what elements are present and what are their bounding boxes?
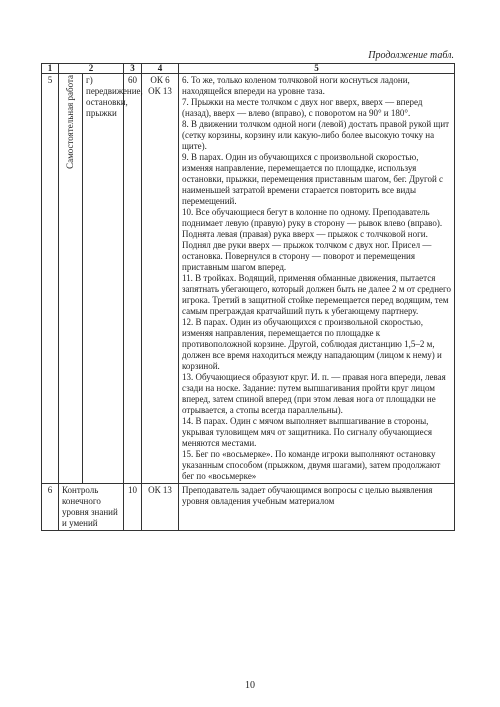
topic-cell: Контроль конечного уровня знаний и умений [59, 484, 124, 531]
header-cell-5: 5 [179, 64, 455, 74]
header-cell-3: 3 [124, 64, 142, 74]
list-item: 10. Все обучающиеся бегут в колонне по одному. Преподаватель поднимает левую (правую) руку в сторону — рывок влево (вправо). Поднята левая (правая) рука вверх — прыжок с толчковой ноги. Поднял две руки вверх — прыжок толчком с двух ног. Присел — остановка. Повернулся в сторону — поворот и перемещения приставным шагом вперед. [182, 207, 443, 272]
header-cell-2: 2 [59, 64, 124, 74]
page-number: 10 [245, 680, 255, 691]
list-item: 13. Обучающиеся образуют круг. И. п. — правая нога впереди, левая сзади на носке. Задание: путем выпшагивания пройти круг лицом вперед, затем спиной вперед (при этом левая нога от площадки не отрывается, а стопы всегда параллельны). [182, 372, 446, 415]
table [41, 63, 455, 531]
content-cell: Преподаватель задает обучающимся вопросы с целью выявления уровня овладения учебным материалом [179, 484, 455, 531]
category-cell [59, 74, 83, 484]
header-row [42, 64, 455, 74]
list-item: 12. В парах. Один из обучающихся с произвольной скоростью, изменяя направления, перемещается по площадке к противоположной корзине. Другой, соблюдая дистанцию 1,5–2 м, должен все время находиться между нападающим (лицом к нему) и корзиной. [182, 317, 442, 371]
header-cell-4: 4 [142, 64, 179, 74]
hours-cell: 60 [124, 74, 142, 484]
table-row-5 [42, 74, 455, 484]
list-item: 15. Бег по «восьмерке». По команде игроки выполняют остановку указанным способом (прыжком, двумя шагами), затем продолжают бег по «восьмерке» [182, 449, 441, 481]
continuation-label: Продолжение табл. [368, 50, 454, 61]
topic-cell: г) передвижение, остановки, прыжки [83, 74, 124, 484]
row-number: 5 [42, 74, 59, 484]
list-item: 6. То же, только коленом толчковой ноги коснуться ладони, находящейся впереди на уровне таза. [182, 75, 410, 96]
competence-text: ОК 6 ОК 13 [148, 75, 172, 96]
list-item: 8. В движении толчком одной ноги (левой) достать правой рукой щит (сетку корзины, корзину или какую-либо более высокую точку на щите). [182, 119, 450, 151]
row-number: 6 [42, 484, 59, 531]
hours-cell: 10 [124, 484, 142, 531]
list-item: 11. В тройках. Водящий, применяя обманные движения, пытается запятнать убегающего, который должен быть не далее 2 м от среднего игрока. Третий в защитной стойке перемещается перед водящим, тем самым преграждая кратчайший путь к убегающему партнеру. [182, 273, 452, 316]
competence-cell: ОК 13 [142, 484, 179, 531]
list-item: 14. В парах. Один с мячом выполняет выпшагивание в стороны, укрывая туловищем мяч от защитника. По сигналу обучающиеся меняются местами. [182, 416, 433, 448]
category-label: Самостоятельная работа [65, 75, 75, 169]
competence-cell [142, 74, 179, 484]
content-cell [179, 74, 455, 484]
table-row-6 [42, 484, 455, 531]
list-item: 7. Прыжки на месте толчком с двух ног вверх, вверх — вперед (назад), вверх — влево (вправо), с поворотом на 90° и 180°. [182, 97, 423, 118]
list-item: 9. В парах. Один из обучающихся с произвольной скоростью, изменяя направление, перемещается по площадке, используя остановки, прыжки, перемещения приставным шагом, бег. Другой с наименьшей затратой времени старается повторить все виды перемещений. [182, 152, 444, 206]
header-cell-1: 1 [42, 64, 59, 74]
